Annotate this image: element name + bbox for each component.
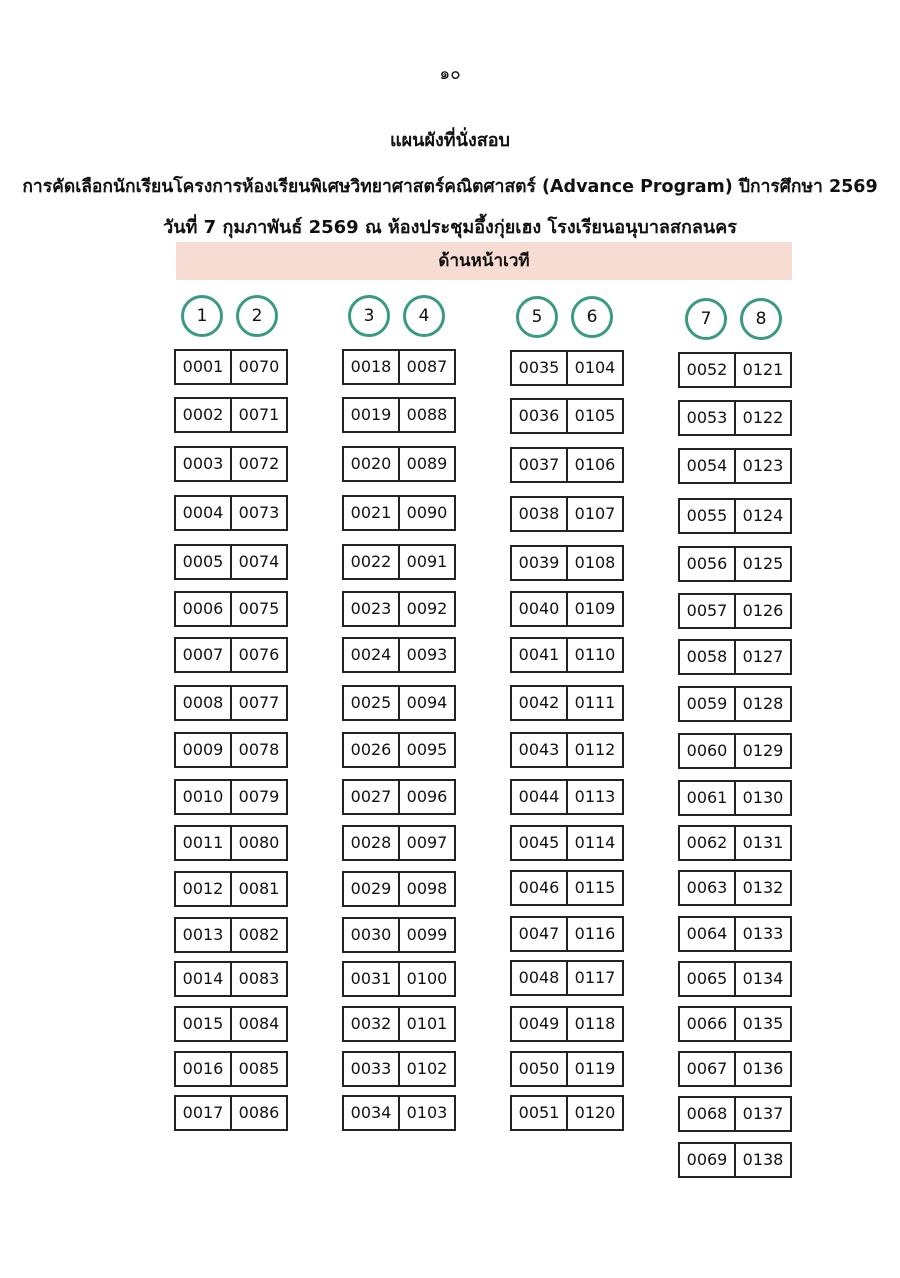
seat-number: 0129: [742, 741, 784, 760]
seat-pair: [342, 397, 456, 433]
seat-number: 0050: [512, 1053, 568, 1085]
seat-pair: [342, 544, 456, 580]
seat-number: 0010: [176, 781, 232, 813]
seat-number: 0060: [680, 735, 736, 767]
seat-number: 0102: [406, 1059, 448, 1078]
seat-pair: [342, 1051, 456, 1087]
row-number-circle: 6: [571, 296, 613, 338]
seat-pair: [678, 916, 792, 952]
seat-pair: [174, 349, 288, 385]
seat-pair: [174, 544, 288, 580]
seat-pair: [174, 685, 288, 721]
seat-number: 0085: [238, 1059, 280, 1078]
seat-pair: [174, 495, 288, 531]
seat-number: 0134: [742, 969, 784, 988]
seat-number: 0024: [344, 639, 400, 671]
seat-number: 0013: [176, 919, 232, 951]
seat-pair: [342, 495, 456, 531]
seat-number: 0081: [238, 879, 280, 898]
stage-front-band: ด้านหน้าเวที: [176, 242, 792, 280]
seat-number: 0054: [680, 450, 736, 482]
seat-number: 0114: [574, 833, 616, 852]
seat-number: 0112: [574, 740, 616, 759]
seat-pair: [510, 685, 624, 721]
seat-number: 0006: [176, 593, 232, 625]
seat-number: 0092: [406, 599, 448, 618]
seat-number: 0075: [238, 599, 280, 618]
seat-number: 0046: [512, 872, 568, 904]
seat-pair: [510, 398, 624, 434]
seat-number: 0030: [344, 919, 400, 951]
seat-pair: [510, 960, 624, 996]
seat-number: 0056: [680, 548, 736, 580]
seat-number: 0061: [680, 782, 736, 814]
seat-number: 0002: [176, 399, 232, 431]
seat-number: 0093: [406, 645, 448, 664]
seat-pair: [510, 1051, 624, 1087]
seat-number: 0023: [344, 593, 400, 625]
seat-pair: [510, 779, 624, 815]
seat-number: 0018: [344, 351, 400, 383]
seat-number: 0104: [574, 358, 616, 377]
seat-number: 0083: [238, 969, 280, 988]
seat-number: 0115: [574, 878, 616, 897]
seat-pair: [174, 825, 288, 861]
seat-number: 0044: [512, 781, 568, 813]
seat-number: 0012: [176, 873, 232, 905]
seat-pair: [510, 1095, 624, 1131]
row-number-circle: 2: [236, 295, 278, 337]
seat-pair: [510, 732, 624, 768]
seat-number: 0043: [512, 734, 568, 766]
seat-number: 0091: [406, 552, 448, 571]
seat-number: 0038: [512, 498, 568, 530]
seat-number: 0121: [742, 360, 784, 379]
seat-number: 0007: [176, 639, 232, 671]
seat-pair: [510, 916, 624, 952]
date-location: วันที่ 7 กุมภาพันธ์ 2569 ณ ห้องประชุมอึ้งกุ่ยเฮง โรงเรียนอนุบาลสกลนคร: [163, 217, 737, 238]
seat-number: 0080: [238, 833, 280, 852]
seat-pair: [510, 637, 624, 673]
seat-number: 0086: [238, 1103, 280, 1122]
row-number-circle: 8: [740, 298, 782, 340]
seat-number: 0027: [344, 781, 400, 813]
seat-pair: [510, 447, 624, 483]
seat-number: 0084: [238, 1014, 280, 1033]
seat-number: 0041: [512, 639, 568, 671]
seat-number: 0022: [344, 546, 400, 578]
seat-pair: [678, 352, 792, 388]
seat-number: 0039: [512, 547, 568, 579]
seat-number: 0016: [176, 1053, 232, 1085]
seat-number: 0064: [680, 918, 736, 950]
seat-number: 0029: [344, 873, 400, 905]
seat-pair: [510, 545, 624, 581]
row-number-circle: 1: [181, 295, 223, 337]
seat-pair: [342, 685, 456, 721]
seat-number: 0074: [238, 552, 280, 571]
seat-number: 0118: [574, 1014, 616, 1033]
seat-number: 0094: [406, 693, 448, 712]
seat-pair: [342, 825, 456, 861]
seat-pair: [510, 350, 624, 386]
seat-number: 0109: [574, 599, 616, 618]
seat-number: 0137: [742, 1104, 784, 1123]
seat-number: 0069: [680, 1144, 736, 1176]
seat-number: 0049: [512, 1008, 568, 1040]
page-number: ๑๐: [439, 64, 461, 84]
seat-number: 0128: [742, 694, 784, 713]
seat-number: 0103: [406, 1103, 448, 1122]
seat-pair: [678, 733, 792, 769]
seat-number: 0106: [574, 455, 616, 474]
seat-number: 0122: [742, 408, 784, 427]
seat-number: 0008: [176, 687, 232, 719]
seat-number: 0028: [344, 827, 400, 859]
seat-pair: [174, 917, 288, 953]
seat-pair: [678, 400, 792, 436]
seat-pair: [342, 349, 456, 385]
seat-number: 0077: [238, 693, 280, 712]
seat-pair: [174, 591, 288, 627]
seat-number: 0123: [742, 456, 784, 475]
seat-number: 0011: [176, 827, 232, 859]
seat-number: 0036: [512, 400, 568, 432]
seat-number: 0132: [742, 878, 784, 897]
seat-pair: [174, 732, 288, 768]
seat-pair: [174, 1095, 288, 1131]
seat-number: 0020: [344, 448, 400, 480]
seat-pair: [342, 871, 456, 907]
seat-number: 0133: [742, 924, 784, 943]
seat-number: 0017: [176, 1097, 232, 1129]
seat-number: 0051: [512, 1097, 568, 1129]
seat-pair: [174, 779, 288, 815]
seat-pair: [174, 961, 288, 997]
seat-pair: [678, 498, 792, 534]
seat-number: 0003: [176, 448, 232, 480]
seat-number: 0026: [344, 734, 400, 766]
seat-number: 0034: [344, 1097, 400, 1129]
seat-number: 0019: [344, 399, 400, 431]
seat-number: 0087: [406, 357, 448, 376]
seat-number: 0048: [512, 962, 568, 994]
seat-number: 0009: [176, 734, 232, 766]
seat-pair: [342, 446, 456, 482]
seat-number: 0065: [680, 963, 736, 995]
seat-number: 0099: [406, 925, 448, 944]
seat-number: 0062: [680, 827, 736, 859]
seat-number: 0059: [680, 688, 736, 720]
seat-number: 0052: [680, 354, 736, 386]
seat-number: 0117: [574, 968, 616, 987]
seat-pair: [510, 1006, 624, 1042]
seat-number: 0078: [238, 740, 280, 759]
seat-number: 0058: [680, 641, 736, 673]
seat-pair: [678, 1006, 792, 1042]
seat-number: 0014: [176, 963, 232, 995]
seat-number: 0033: [344, 1053, 400, 1085]
seat-number: 0057: [680, 595, 736, 627]
seat-pair: [510, 496, 624, 532]
row-number-circle: 5: [516, 296, 558, 338]
seat-number: 0025: [344, 687, 400, 719]
seat-number: 0124: [742, 506, 784, 525]
seat-number: 0105: [574, 406, 616, 425]
seat-number: 0116: [574, 924, 616, 943]
seat-number: 0130: [742, 788, 784, 807]
seat-number: 0096: [406, 787, 448, 806]
seat-number: 0088: [406, 405, 448, 424]
seat-number: 0040: [512, 593, 568, 625]
seat-pair: [678, 686, 792, 722]
seat-number: 0047: [512, 918, 568, 950]
seat-pair: [678, 1142, 792, 1178]
seat-number: 0108: [574, 553, 616, 572]
seat-number: 0100: [406, 969, 448, 988]
seat-pair: [678, 870, 792, 906]
seat-pair: [678, 825, 792, 861]
seat-number: 0071: [238, 405, 280, 424]
seat-pair: [174, 1051, 288, 1087]
seat-number: 0072: [238, 454, 280, 473]
seat-number: 0125: [742, 554, 784, 573]
seat-pair: [342, 1006, 456, 1042]
seat-number: 0079: [238, 787, 280, 806]
seat-number: 0126: [742, 601, 784, 620]
seat-number: 0131: [742, 833, 784, 852]
seat-number: 0090: [406, 503, 448, 522]
seat-pair: [678, 1096, 792, 1132]
seat-number: 0110: [574, 645, 616, 664]
seat-number: 0063: [680, 872, 736, 904]
row-number-circle: 4: [403, 295, 445, 337]
row-number-circle: 7: [685, 298, 727, 340]
seat-number: 0005: [176, 546, 232, 578]
seat-number: 0001: [176, 351, 232, 383]
page-subtitle: การคัดเลือกนักเรียนโครงการห้องเรียนพิเศษวิทยาศาสตร์คณิตศาสตร์ (Advance Program) ปีการศึกษา 2569: [22, 177, 878, 197]
seat-number: 0070: [238, 357, 280, 376]
seat-number: 0089: [406, 454, 448, 473]
seat-pair: [678, 780, 792, 816]
seat-number: 0053: [680, 402, 736, 434]
seat-number: 0067: [680, 1053, 736, 1085]
seat-number: 0113: [574, 787, 616, 806]
seat-pair: [510, 591, 624, 627]
seat-number: 0042: [512, 687, 568, 719]
seat-pair: [342, 732, 456, 768]
seat-number: 0082: [238, 925, 280, 944]
seat-number: 0032: [344, 1008, 400, 1040]
seat-number: 0119: [574, 1059, 616, 1078]
seat-number: 0021: [344, 497, 400, 529]
seat-number: 0004: [176, 497, 232, 529]
seat-number: 0127: [742, 647, 784, 666]
seat-pair: [678, 448, 792, 484]
seat-number: 0095: [406, 740, 448, 759]
seat-number: 0035: [512, 352, 568, 384]
seat-number: 0045: [512, 827, 568, 859]
seat-pair: [174, 1006, 288, 1042]
seat-number: 0066: [680, 1008, 736, 1040]
seat-pair: [510, 825, 624, 861]
seat-number: 0111: [574, 693, 616, 712]
seat-number: 0098: [406, 879, 448, 898]
seat-pair: [174, 637, 288, 673]
seat-number: 0068: [680, 1098, 736, 1130]
seat-pair: [342, 591, 456, 627]
seat-pair: [174, 871, 288, 907]
seat-pair: [678, 546, 792, 582]
seat-pair: [342, 961, 456, 997]
seat-pair: [678, 1051, 792, 1087]
page-title: แผนผังที่นั่งสอบ: [390, 130, 510, 151]
seat-number: 0136: [742, 1059, 784, 1078]
row-number-circle: 3: [348, 295, 390, 337]
seat-pair: [174, 446, 288, 482]
seat-pair: [678, 961, 792, 997]
seat-number: 0101: [406, 1014, 448, 1033]
seat-pair: [174, 397, 288, 433]
seat-pair: [678, 593, 792, 629]
seat-pair: [342, 1095, 456, 1131]
seat-number: 0097: [406, 833, 448, 852]
seat-number: 0037: [512, 449, 568, 481]
seat-number: 0138: [742, 1150, 784, 1169]
seat-number: 0120: [574, 1103, 616, 1122]
seat-pair: [678, 639, 792, 675]
seat-number: 0076: [238, 645, 280, 664]
seat-pair: [342, 917, 456, 953]
seat-number: 0031: [344, 963, 400, 995]
seat-pair: [510, 870, 624, 906]
seat-pair: [342, 779, 456, 815]
seat-number: 0055: [680, 500, 736, 532]
seat-number: 0015: [176, 1008, 232, 1040]
seat-number: 0107: [574, 504, 616, 523]
seat-pair: [342, 637, 456, 673]
seat-number: 0135: [742, 1014, 784, 1033]
seat-number: 0073: [238, 503, 280, 522]
